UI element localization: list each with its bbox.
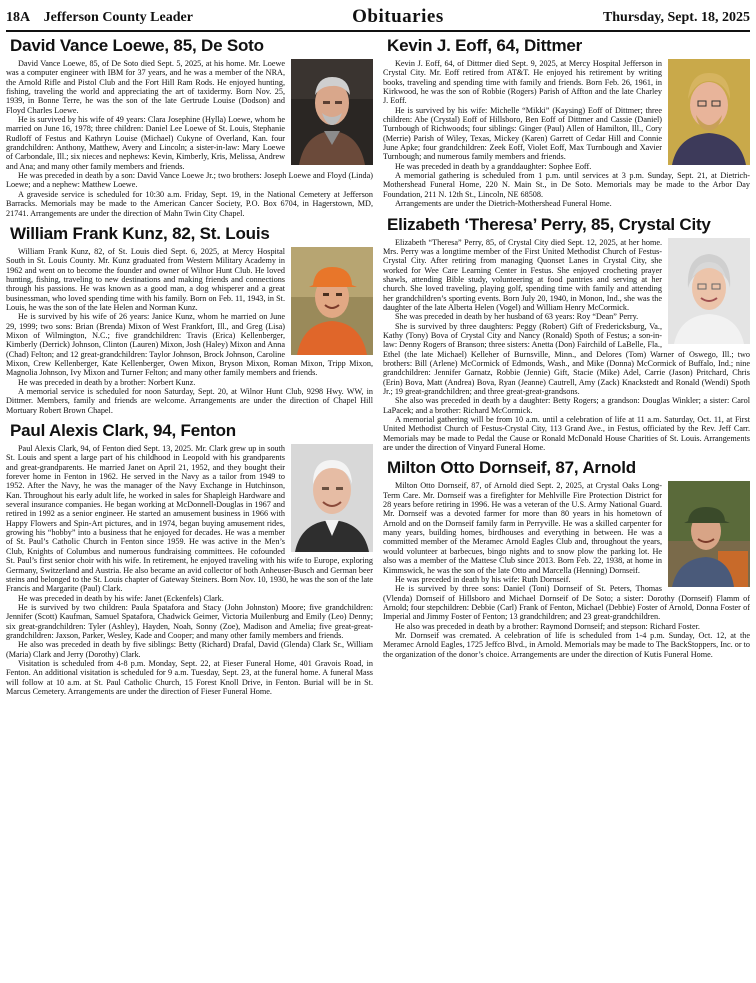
obituary-paragraph: He also was preceded in death by a brother: Raymond Dornseif; and stepson: Richard Foster. [395,621,700,631]
page-number: 18A [6,10,31,25]
obituary-paragraph: Milton Otto Dornseif, 87, of Arnold died Sept. 2, 2025, at Crystal Oaks Long-Term Care. Mr. Dornseif was a firefighter for Mehlville Fire Protection District for 28 years before retiring in 1996. He was a veteran of the U.S. Army National Guard. Mr. Dornseif was a devoted farmer for more than 80 years in his hometown of Arnold and on the Dornseif family farm in Perryville. He was a skilled carpenter for many years, building homes, birdhouses and everything in between. He was a committed member of the Meramec Arnold Eagles Club and, throughout the years, would volunteer at barbecues, bingo nights and to snow plow the parking lot. He also was a member of the Mattese Club since 2013. Born Feb. 22, 1938, at home in Kimmswick, he was the son of the late Otto and Marcella (Henning) Dornseif. [383,481,662,575]
obituary-paragraph: He is survived by his wife of 26 years: Janice Kunz, whom he married on June 29, 1999; two sons: Brian (Brenda) Mixon of West Frankfort, Ill., and Greg (Lisa) Mixon of Wilmington, N.C.; five grandchildren: Travis (Erica) Kellenberger, Kimberly (Derrick) Johnson, Clinton (Lauren) Mixon, Josh (Haley) Mixon and Anna (Chad) Felton; and 12 great-grandchildren: Taylor Johnson, Brock Johnson, Caroline Mixon, Crew Kellenberger, Kate Kellenberger, Owen Mixon, Bryson Mixon, Roman Mixon, Tripp Mixon, Magnolia Johnson, Ivy Mixon and Turner Felton; and many other family members and friends. [6,312,373,378]
masthead-left [6,10,193,30]
obituary-clark [6,421,373,696]
portrait-photo [668,238,750,344]
obituary-kunz [6,224,373,415]
obituary-paragraph: William Frank Kunz, 82, of St. Louis died Sept. 6, 2025, at Mercy Hospital South in St. Louis County. Mr. Kunz graduated from Western Military Academy in 1962 and went on to become the founder and owner of Wilnor Hunt Club. He loved hunting, fishing, traveling to new destinations and making friends and connections through his passions. He was known as a good man, a dog whisperer and a great businessman, who loved spending time with his family. Born on Feb. 11, 1943, in St. Louis, he was the son of the late Helen and Norman Kunz. [6,246,285,312]
obituary-paragraph: She is survived by three daughters: Peggy (Robert) Gift of Fredericksburg, Va., Kathy (Tony) Bova of Crystal City and Nancy (Ronald) Spoth of Festus; a son-in-law: Denny Rogers of Branson; three sisters: Anetta (Don) Fairchild of LaBelle, Fla., Ethel (the late Michael) Kelleher of Burnsville, Minn., and Delores (Tom) Warner of Oswego, Ill.; two brothers: Bill (Arlene) McCormick of Edmonds, Wash., and Mike (Donna) McCormick of Buffalo, Ind.; nine grandchildren: Jennifer Garnatz, Robbie (Jennie) Gift, Stacie (Mike) Adel, Carrie (Jason) Pritchard, Chris (Erin) Bova, Matt (Andrea) Bova, Ryan (Jeanne) Cautrell, Amy (Zack) Knackstedt and Ronald (Wendi) Spoth Jr.; 19 great-grandchildren; and three great-great-grandsons. [383,321,750,396]
obituary-perry [383,215,750,453]
obituary-eoff [383,36,750,209]
issue-date: Thursday, Sept. 18, 2025 [602,10,750,25]
obituary-paragraph: He is survived by his wife of 49 years: Clara Josephine (Hylla) Loewe, whom he married on June 16, 1978; three children: Daniel Lee Loewe of St. Louis, Stephanie Rudloff of Festus and Kathryn Louise (Michael) Cukyne of Overland, Kan. four grandchildren: Anthony, Matthew, Avery and Lincoln; a sister-in-law: Mary Loewe of Carbondale, Ill.; six nieces and nephews: Kevin, Kimberly, Kris, Melissa, Andrew and Ana; and many other family members and friends. [6,115,285,171]
obituary-paragraph: He is survived by three sons: Daniel (Toni) Dornseif of St. Peters, Thomas (Vlenda) Dornseif of Hillsboro and Michael Dornseif of De Soto; a sister: Dorothy (Dornseif) Flamm of Arnold; four stepchildren: Debbie (Carl) Frank of Fenton, Michael (Debbie) Foster of Arnold, Donna Foster of Imperial and Jimmy Foster of Fenton; 13 grandchildren; and 23 great-grandchildren. [383,584,750,622]
obituary-paragraph: Kevin J. Eoff, 64, of Dittmer died Sept. 9, 2025, at Mercy Hospital Jefferson in Crystal City. Mr. Eoff retired from AT&T. He enjoyed his retirement by writing books, traveling and spending time with family and friends. Born Feb. 26, 1961, in Kirkwood, he was the son of Robbie (Rogers) Parish of Affton and the late Charley J. Eoff. [383,59,662,106]
obituary-paragraph: A memorial gathering will be from 10 a.m. until a celebration of life at 11 a.m. Saturday, Oct. 11, at First United Methodist Church of Festus-Crystal City, 113 Grand Ave., in Festus, officiated by the Rev. Jeff Carr. Memorials may be made to Pedal the Cause or Ronald McDonald House Charities of St. Louis. Arrangements are under the direction of Vinyard Funeral Home. [383,415,750,453]
portrait-photo [291,247,373,355]
paper-name: Jefferson County Leader [43,10,193,25]
obituary-paragraph: She also was preceded in death by a daughter: Betty Rogers; a grandson: Douglas Winkler; a sister: Carol LaPacek; and a brother: Richard McCormick. [383,396,750,415]
obituary-body [383,238,750,453]
obituary-paragraph: He is survived by two children: Paula Spatafora and Stacy (John Johnston) Moore; five grandchildren: Jennifer (Scott) Kaufman, Samuel Spatafora, Chadwick Geimer, Victoria Muilenburg and Emily (Leo) Denny; six great-grandchildren: Tyler (Ashley), Hayden, Noah, Sonny (Zoe), Madison and Amelia; five great-great-grandchildren: Jaxson, Parker, Wesley, Kade and Cooper; and many other family members and friends. [6,602,373,640]
obituary-headline: Milton Otto Dornseif, 87, Arnold [387,458,636,478]
section-title: Obituaries [352,6,444,27]
obituary-paragraph: He was preceded in death by a son: David Vance Loewe Jr.; two brothers: Joseph Loewe and Floyd (Linda) Loewe; and a nephew: Matthew Loewe. [6,171,373,190]
obituary-loewe [6,36,373,218]
obituary-body [6,247,373,415]
obituary-paragraph: A memorial gathering is scheduled from 1 p.m. until services at 3 p.m. Sunday, Sept. 21, at Dietrich-Mothershead Funeral Home, 220 N. Main St., in De Soto. Memorials may be made to the Arbor Day Foundation, 211 N. 12th St., Lincoln, NE 68508. [383,171,750,199]
obituary-paragraph: He is survived by his wife: Michelle “Mikki” (Kaysing) Eoff of Dittmer; three children: Abe (Crystal) Eoff of Hillsboro, Ben Eoff of Dittmer and Cassie (Daniel) Turnbough of Richwoods; four siblings: Ginger (Paul) Allen of Hamilton, Ill., Cory (Merrie) Parish of Wiley, Texas, Mickey (Karen) Garrett of Cedar Hill and Connie June Apke; four grandchildren: Zeek Eoff, Violet Eoff, Max Turnbough and Xavier Turnbough; and numerous family members and friends. [383,105,662,162]
obituary-body [6,444,373,696]
portrait-photo [291,444,373,552]
obituary-paragraph: Visitation is scheduled from 4-8 p.m. Monday, Sept. 22, at Fieser Funeral Home, 401 Gravois Road, in Fenton. An additional visitation is scheduled for 9 a.m. Tuesday, Sept. 23, at the funeral home. A funeral Mass will follow at 10 a.m. at St. Paul Catholic Church, 15 Forest Knoll Drive, in Fenton. Burial will be in St. Marcus Cemetery. Arrangements are under the direction of Fieser Funeral Home. [6,658,373,696]
portrait-photo [668,59,750,165]
right-column [383,36,750,702]
obituary-paragraph: He also was preceded in death by five siblings: Betty (Richard) Drafal, David (Glenda) Clark Sr., William (Maria) Clark and Jerry (Dorothy) Clark. [6,640,373,659]
obituary-body [383,59,750,209]
obituary-headline: David Vance Loewe, 85, De Soto [10,36,264,55]
obituary-headline: Elizabeth ‘Theresa’ Perry, 85, Crystal City [387,214,711,234]
obituary-paragraph: David Vance Loewe, 85, of De Soto died Sept. 5, 2025, at his home. Mr. Loewe was a computer engineer with IBM for 37 years, and he was a member of the NRA, the Arnold Rifle and Pistol Club and the Fort Hill Ram Rods. He enjoyed hunting, fishing, traveling the world and appreciating the art of taxidermy. Born Nov. 25, 1939, in Bonne Terre, he was the son of the late Gertrude Louise (Dodson) and Floyd Charles Loewe. [6,59,285,115]
obituary-headline: William Frank Kunz, 82, St. Louis [10,223,270,243]
obituary-headline: Kevin J. Eoff, 64, Dittmer [387,36,583,55]
portrait-photo [668,481,750,587]
obituary-headline: Paul Alexis Clark, 94, Fenton [10,421,236,441]
obituary-body [383,481,750,659]
obituary-paragraph: Arrangements are under the Dietrich-Mothershead Funeral Home. [395,199,612,209]
masthead [6,0,750,32]
obituary-dornseif [383,458,750,659]
obituary-paragraph: A graveside service is scheduled for 10:30 a.m. Friday, Sept. 19, in the National Cemetery at Jefferson Barracks. Memorials may be made to the American Cancer Society, P.O. Box 6704, in Hagerstown, MD, 21741. Arrangements are under the direction of Mahn Twin City Chapel. [6,189,373,218]
obituary-paragraph: He was preceded in death by his wife: Ruth Dornseif. [395,574,571,584]
obituary-paragraph: Mr. Dornseif was cremated. A celebration of life is scheduled from 1-4 p.m. Sunday, Oct. 12, at the Meramec Arnold Eagles, 1725 Jeffco Blvd., in Arnold. Memorials may be made to The BackStoppers, Inc. or to the organization of the donor’s choice. Arrangements are under the direction of Kutis Funeral Home. [383,630,750,659]
obituary-paragraph: He was preceded in death by a granddaughter: Sophee Eoff. [395,161,592,171]
obituary-paragraph: He was preceded in death by a brother: Norbert Kunz. [18,377,196,387]
obituary-paragraph: She was preceded in death by her husband of 63 years: Roy “Dean” Perry. [395,312,639,322]
left-column [6,36,373,702]
obituary-paragraph: Paul Alexis Clark, 94, of Fenton died Sept. 13, 2025. Mr. Clark grew up in south St. Louis and spent a large part of his childhood in Leopold with his grandparents and great-grandparents. He married Janet on April 21, 1952, and they bought their forever home in Fenton in 1962. He served in the Navy as a tailor from 1949 to 1952. After the Navy, he was the manager of the Navy Exchange in Hutchinson, Kan. Throughout his early adult life, he worked in sales for Shapleigh Hardware and several insurance companies. He began working at McDonnell-Douglas in 1967 and retired in 1992 as a senior engineer. He started an amusement business in 1966 with Happy Flowers and Spin-Art pictures, and in 1974, began buying amusement rides, growing his “hobby” into a business that he enjoyed for decades. He was a member of St. Paul’s Catholic Church in Fenton since 1959. He was active in the Men’s Club, Knights of Columbus and numerous fundraising committees. He cofounded St. Paul’s first senior choir with his wife. In retirement, he enjoyed traveling with his wife to Europe, exploring Germany, Switzerland and Austria. He also became an avid collector of both Anheuser-Busch and German beer steins and belonged to the St. Louis chapter of Gateway Steiners. Born Nov. 10, 1930, he was the son of the late Francis and Margarite (Paul) Clark. [6,444,373,594]
portrait-photo [291,59,373,165]
columns [6,36,750,702]
obituary-body [6,59,373,218]
obituary-paragraph: A memorial service is scheduled for noon Saturday, Sept. 20, at Wilnor Hunt Club, 9298 Hwy. WW, in Dittmer. Members, family and friends are welcome. Arrangements are under the direction of Chapel Hill Mortuary Robert Brown Chapel. [6,387,373,415]
obituary-paragraph: He was preceded in death by his wife: Janet (Eckenfels) Clark. [18,593,224,603]
obituary-paragraph: Elizabeth “Theresa” Perry, 85, of Crystal City died Sept. 12, 2025, at her home. Mrs. Perry was a longtime member of the First United Methodist Church of Festus-Crystal City. After retiring from managing Quonset Lanes in Crystal City, she worked for Wee Care Learning Center in Festus. She enjoyed crocheting prayer shawls, attending Bible study, volunteering at food pantries and serving at her church. She loved traveling, playing golf, spending time with family and attending her grandchildren’s sporting events. Born July 20, 1940, in Monon, Ind., she was the daughter of the late Alberta Helen (Vogel) and William Henry McCormick. [383,237,662,312]
